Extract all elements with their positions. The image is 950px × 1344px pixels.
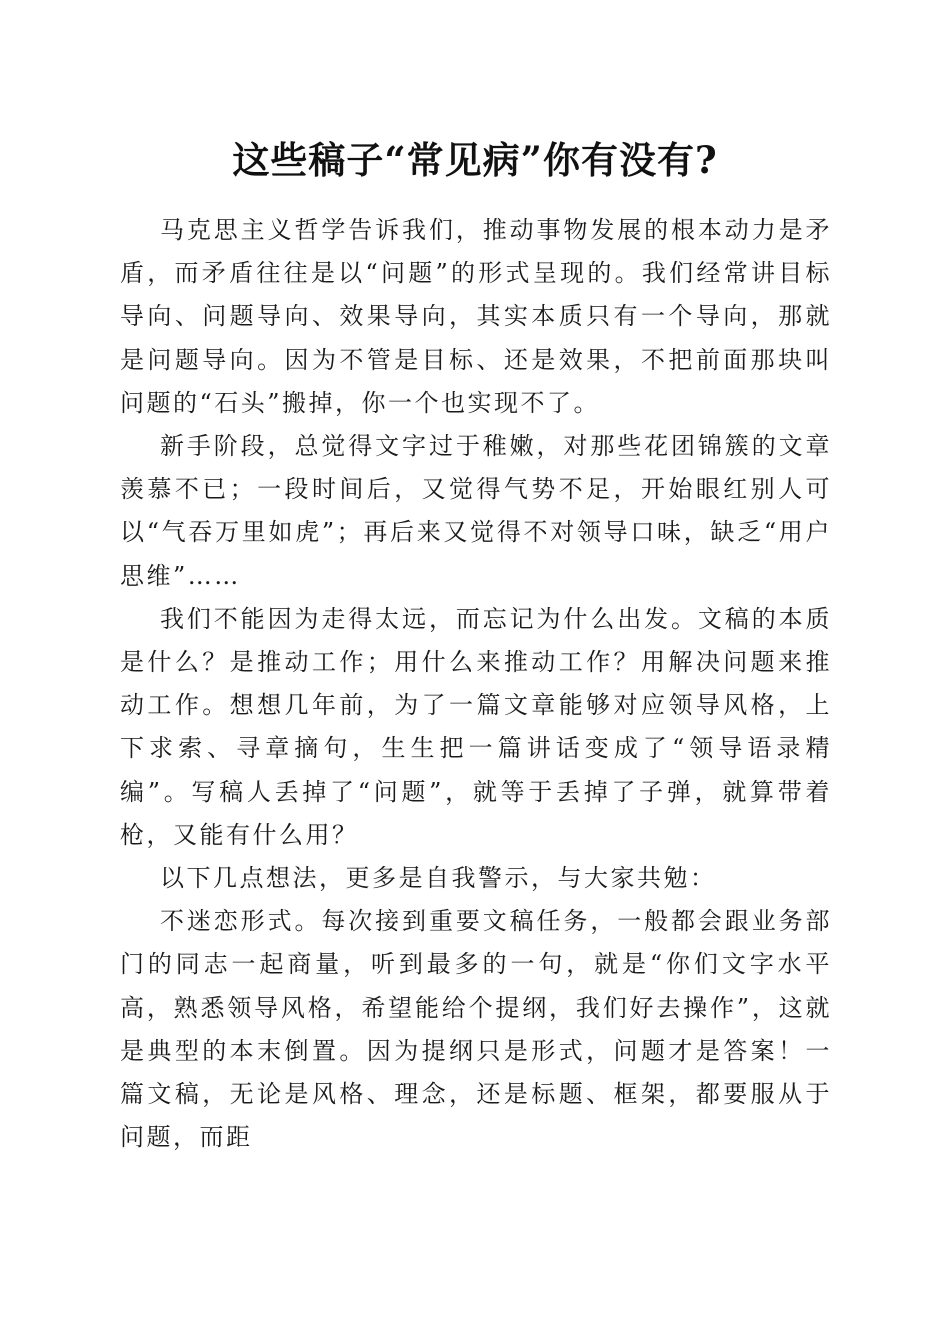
document-body	[120, 209, 832, 1159]
paragraph-1: 马克思主义哲学告诉我们，推动事物发展的根本动力是矛盾，而矛盾往往是以“问题”的形式呈现的。我们经常讲目标导向、问题导向、效果导向，其实本质只有一个导向，那就是问题导向。因为不管是目标、还是效果，不把前面那块叫问题的“石头”搬掉，你一个也实现不了。	[120, 216, 832, 417]
document-title: 这些稿子“常见病”你有没有?	[232, 138, 718, 182]
paragraph-4: 以下几点想法，更多是自我警示，与大家共勉：	[160, 864, 717, 893]
paragraph-5: 不迷恋形式。每次接到重要文稿任务，一般都会跟业务部门的同志一起商量，听到最多的一句，就是“你们文字水平高，熟悉领导风格，希望能给个提纲，我们好去操作”，这就是典型的本末倒置。因为提纲只是形式，问题才是答案！一篇文稿，无论是风格、理念，还是标题、框架，都要服从于问题，而距	[120, 907, 832, 1152]
paragraph-3: 我们不能因为走得太远，而忘记为什么出发。文稿的本质是什么？是推动工作；用什么来推动工作？用解决问题来推动工作。想想几年前，为了一篇文章能够对应领导风格，上下求索、寻章摘句，生生把一篇讲话变成了“领导语录精编”。写稿人丢掉了“问题”，就等于丢掉了子弹，就算带着枪，又能有什么用？	[120, 604, 832, 849]
paragraph-2: 新手阶段，总觉得文字过于稚嫩，对那些花团锦簇的文章羡慕不已；一段时间后，又觉得气势不足，开始眼红别人可以“气吞万里如虎”；再后来又觉得不对领导口味，缺乏“用户思维”……	[120, 432, 832, 590]
